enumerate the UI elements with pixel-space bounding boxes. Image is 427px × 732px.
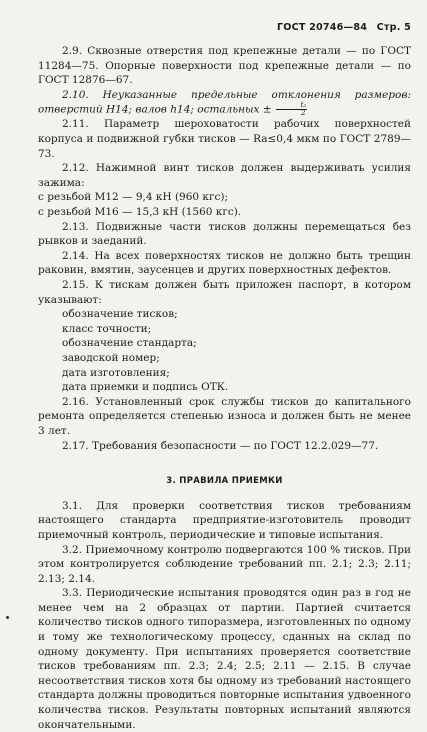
list-item: заводской номер; <box>62 351 160 364</box>
thread-m16-load: с резьбой М16 — 15,3 кН (1560 кгс). <box>38 206 242 219</box>
clause-2-16: 2.16. Установленный срок службы тисков до капитального ремонта определяется степенью износа и должен быть не менее 3 лет. <box>38 395 411 437</box>
clause-3-3: 3.3. Периодические испытания проводятся один раз в год не менее чем на 2 образцах от партии. Партией считается количество тисков одного типоразмера, изготовленных по одному и тому же технологическому процессу, сданных на склад по одному документу. При испытаниях проверяется соответствие тисков требованиям пп. 2.3; 2.4; 2.5; 2.11 — 2.15. В случае несоответствия тисков хотя бы одному из требований настоящего стандарта должны проводиться повторные испытания удвоенного количества тисков. Результаты повторных испытаний являются окончательными. <box>38 587 411 731</box>
page-number: Стр. 5 <box>376 22 411 33</box>
clause-2-13: 2.13. Подвижные части тисков должны перемещаться без рывков и заеданий. <box>38 220 411 248</box>
clause-2-17: 2.17. Требования безопасности — по ГОСТ 12.2.029—77. <box>62 439 379 452</box>
clause-3-1: 3.1. Для проверки соответствия тисков требованиям настоящего стандарта предприятие-изготовитель проводит приемочный контроль, периодические и типовые испытания. <box>38 499 411 541</box>
clause-2-14: 2.14. На всех поверхностях тисков не должно быть трещин раковин, вмятин, заусенцев и других поверхностных дефектов. <box>38 249 411 277</box>
clause-2-15: 2.15. К тискам должен быть приложен паспорт, в котором указывают: <box>38 279 411 306</box>
clause-2-11: 2.11. Параметр шероховатости рабочих поверхностей корпуса и подвижной губки тисков — Ra≤0,4 мкм по ГОСТ 2789—73. <box>38 118 411 160</box>
standard-number: ГОСТ 20746—84 <box>276 22 368 33</box>
tolerance-fraction: $\frac{\text{t₂}}{2}$ <box>276 102 308 117</box>
passport-list <box>38 307 411 395</box>
list-item: класс точности; <box>62 322 152 335</box>
list-item: дата изготовления; <box>62 366 170 379</box>
document-body <box>38 44 411 732</box>
list-item: обозначение стандарта; <box>62 337 197 350</box>
clause-2-12: 2.12. Нажимной винт тисков должен выдерживать усилия зажима: <box>38 162 411 189</box>
clause-2-10: 2.10. Неуказанные предельные отклонения размеров: отверстий H14; валов h14; остальных ± $\frac{\text{t₂}}{2}$ <box>38 88 411 118</box>
list-item: дата приемки и подпись ОТК. <box>62 381 229 394</box>
page-header <box>271 22 411 33</box>
clause-3-2: 3.2. Приемочному контролю подвергаются 100 % тисков. При этом контролируется соблюдение требований пп. 2.1; 2.3; 2.11; 2.13; 2.14. <box>38 543 411 585</box>
thread-m12-load: с резьбой М12 — 9,4 кН (960 кгс); <box>38 191 229 204</box>
section-title: 3. ПРАВИЛА ПРИЕМКИ <box>166 476 283 487</box>
clause-2-9: 2.9. Сквозные отверстия под крепежные детали — по ГОСТ 11284—75. Опорные поверхности под крепежные детали — по ГОСТ 12876—67. <box>38 45 411 87</box>
list-item: обозначение тисков; <box>62 308 178 321</box>
margin-mark <box>6 616 9 619</box>
